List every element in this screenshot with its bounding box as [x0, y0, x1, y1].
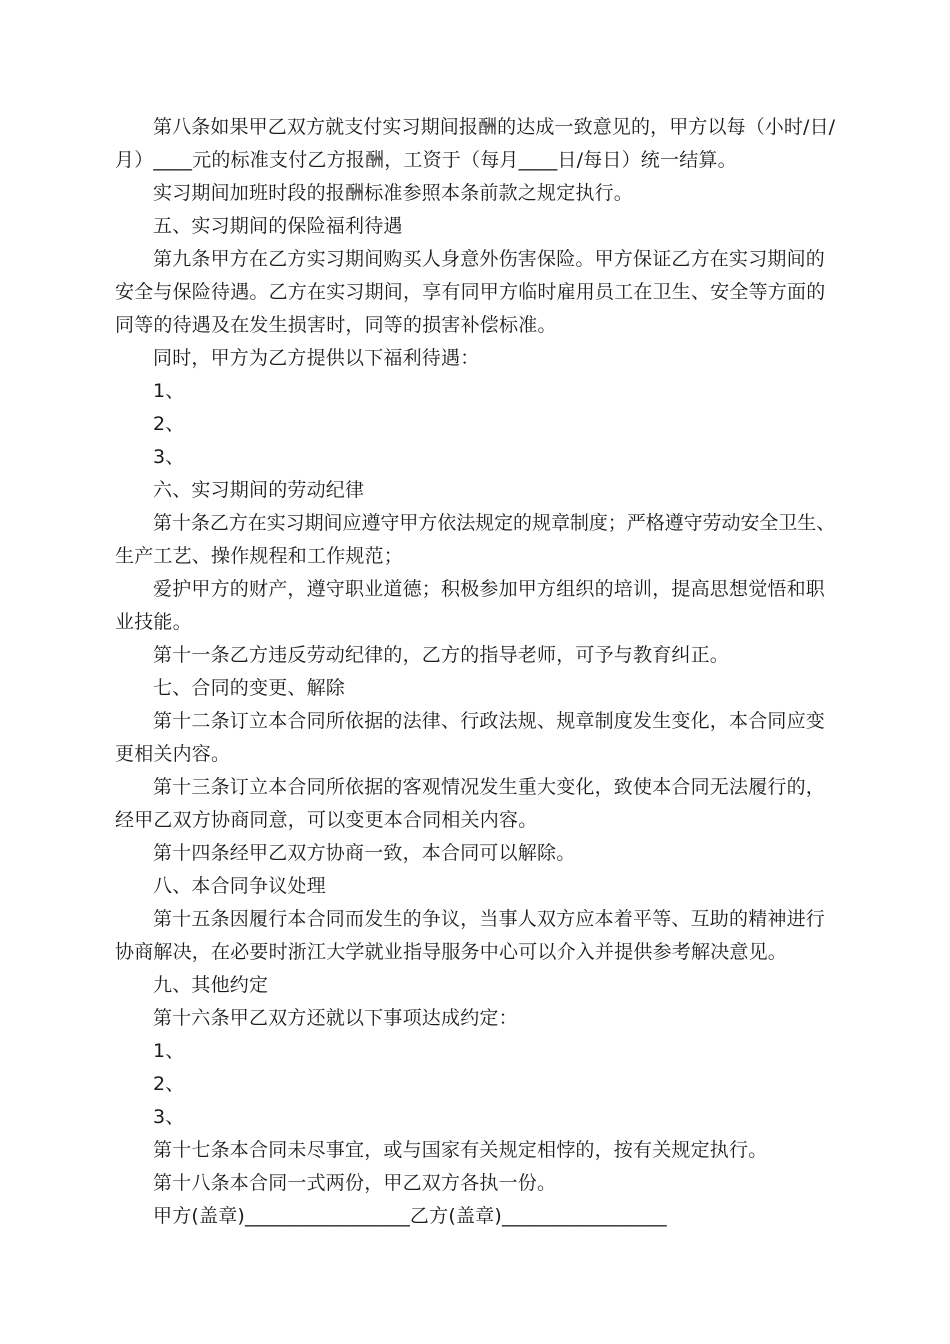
paragraph-line: 更相关内容。	[115, 743, 231, 765]
paragraph-line: 安全与保险待遇。乙方在实习期间，享有同甲方临时雇用员工在卫生、安全等方面的	[115, 281, 826, 303]
paragraph-line: 第十三条订立本合同所依据的客观情况发生重大变化，致使本合同无法履行的，	[153, 776, 826, 798]
list-item: 3、	[153, 446, 185, 468]
list-item: 3、	[153, 1106, 185, 1128]
section-heading: 六、实习期间的劳动纪律	[153, 479, 365, 501]
paragraph-line: 实习期间加班时段的报酬标准参照本条前款之规定执行。	[153, 182, 634, 204]
paragraph-line: 第十八条本合同一式两份，甲乙双方各执一份。	[153, 1172, 557, 1194]
paragraph-line: 第十一条乙方违反劳动纪律的，乙方的指导老师，可予与教育纠正。	[153, 644, 730, 666]
paragraph-line: 协商解决，在必要时浙江大学就业指导服务中心可以介入并提供参考解决意见。	[115, 941, 788, 963]
paragraph-line: 月）____元的标准支付乙方报酬，工资于（每月____日/每日）统一结算。	[115, 149, 737, 171]
paragraph-line: 第八条如果甲乙双方就支付实习期间报酬的达成一致意见的，甲方以每（小时/日/	[153, 116, 836, 138]
list-item: 1、	[153, 1040, 185, 1062]
paragraph-line: 第十七条本合同未尽事宜，或与国家有关规定相悖的，按有关规定执行。	[153, 1139, 768, 1161]
list-item: 2、	[153, 413, 185, 435]
section-heading: 七、合同的变更、解除	[153, 677, 346, 699]
paragraph-line: 同时，甲方为乙方提供以下福利待遇：	[153, 347, 480, 369]
paragraph-line: 业技能。	[115, 611, 192, 633]
list-item: 2、	[153, 1073, 185, 1095]
list-item: 1、	[153, 380, 185, 402]
section-heading: 九、其他约定	[153, 974, 269, 996]
paragraph-line: 爱护甲方的财产，遵守职业道德；积极参加甲方组织的培训，提高思想觉悟和职	[153, 578, 826, 600]
paragraph-line: 第九条甲方在乙方实习期间购买人身意外伤害保险。甲方保证乙方在实习期间的	[153, 248, 826, 270]
paragraph-line: 同等的待遇及在发生损害时，同等的损害补偿标准。	[115, 314, 557, 336]
paragraph-line: 经甲乙双方协商同意，可以变更本合同相关内容。	[115, 809, 538, 831]
paragraph-line: 生产工艺、操作规程和工作规范；	[115, 545, 404, 567]
signature-line: 甲方(盖章)_________________乙方(盖章)_________________	[153, 1205, 667, 1227]
section-heading: 五、实习期间的保险福利待遇	[153, 215, 403, 237]
paragraph-line: 第十二条订立本合同所依据的法律、行政法规、规章制度发生变化，本合同应变	[153, 710, 826, 732]
paragraph-line: 第十五条因履行本合同而发生的争议，当事人双方应本着平等、互助的精神进行	[153, 908, 826, 930]
paragraph-line: 第十六条甲乙双方还就以下事项达成约定：	[153, 1007, 518, 1029]
paragraph-line: 第十四条经甲乙双方协商一致，本合同可以解除。	[153, 842, 576, 864]
section-heading: 八、本合同争议处理	[153, 875, 326, 897]
paragraph-line: 第十条乙方在实习期间应遵守甲方依法规定的规章制度；严格遵守劳动安全卫生、	[153, 512, 836, 534]
